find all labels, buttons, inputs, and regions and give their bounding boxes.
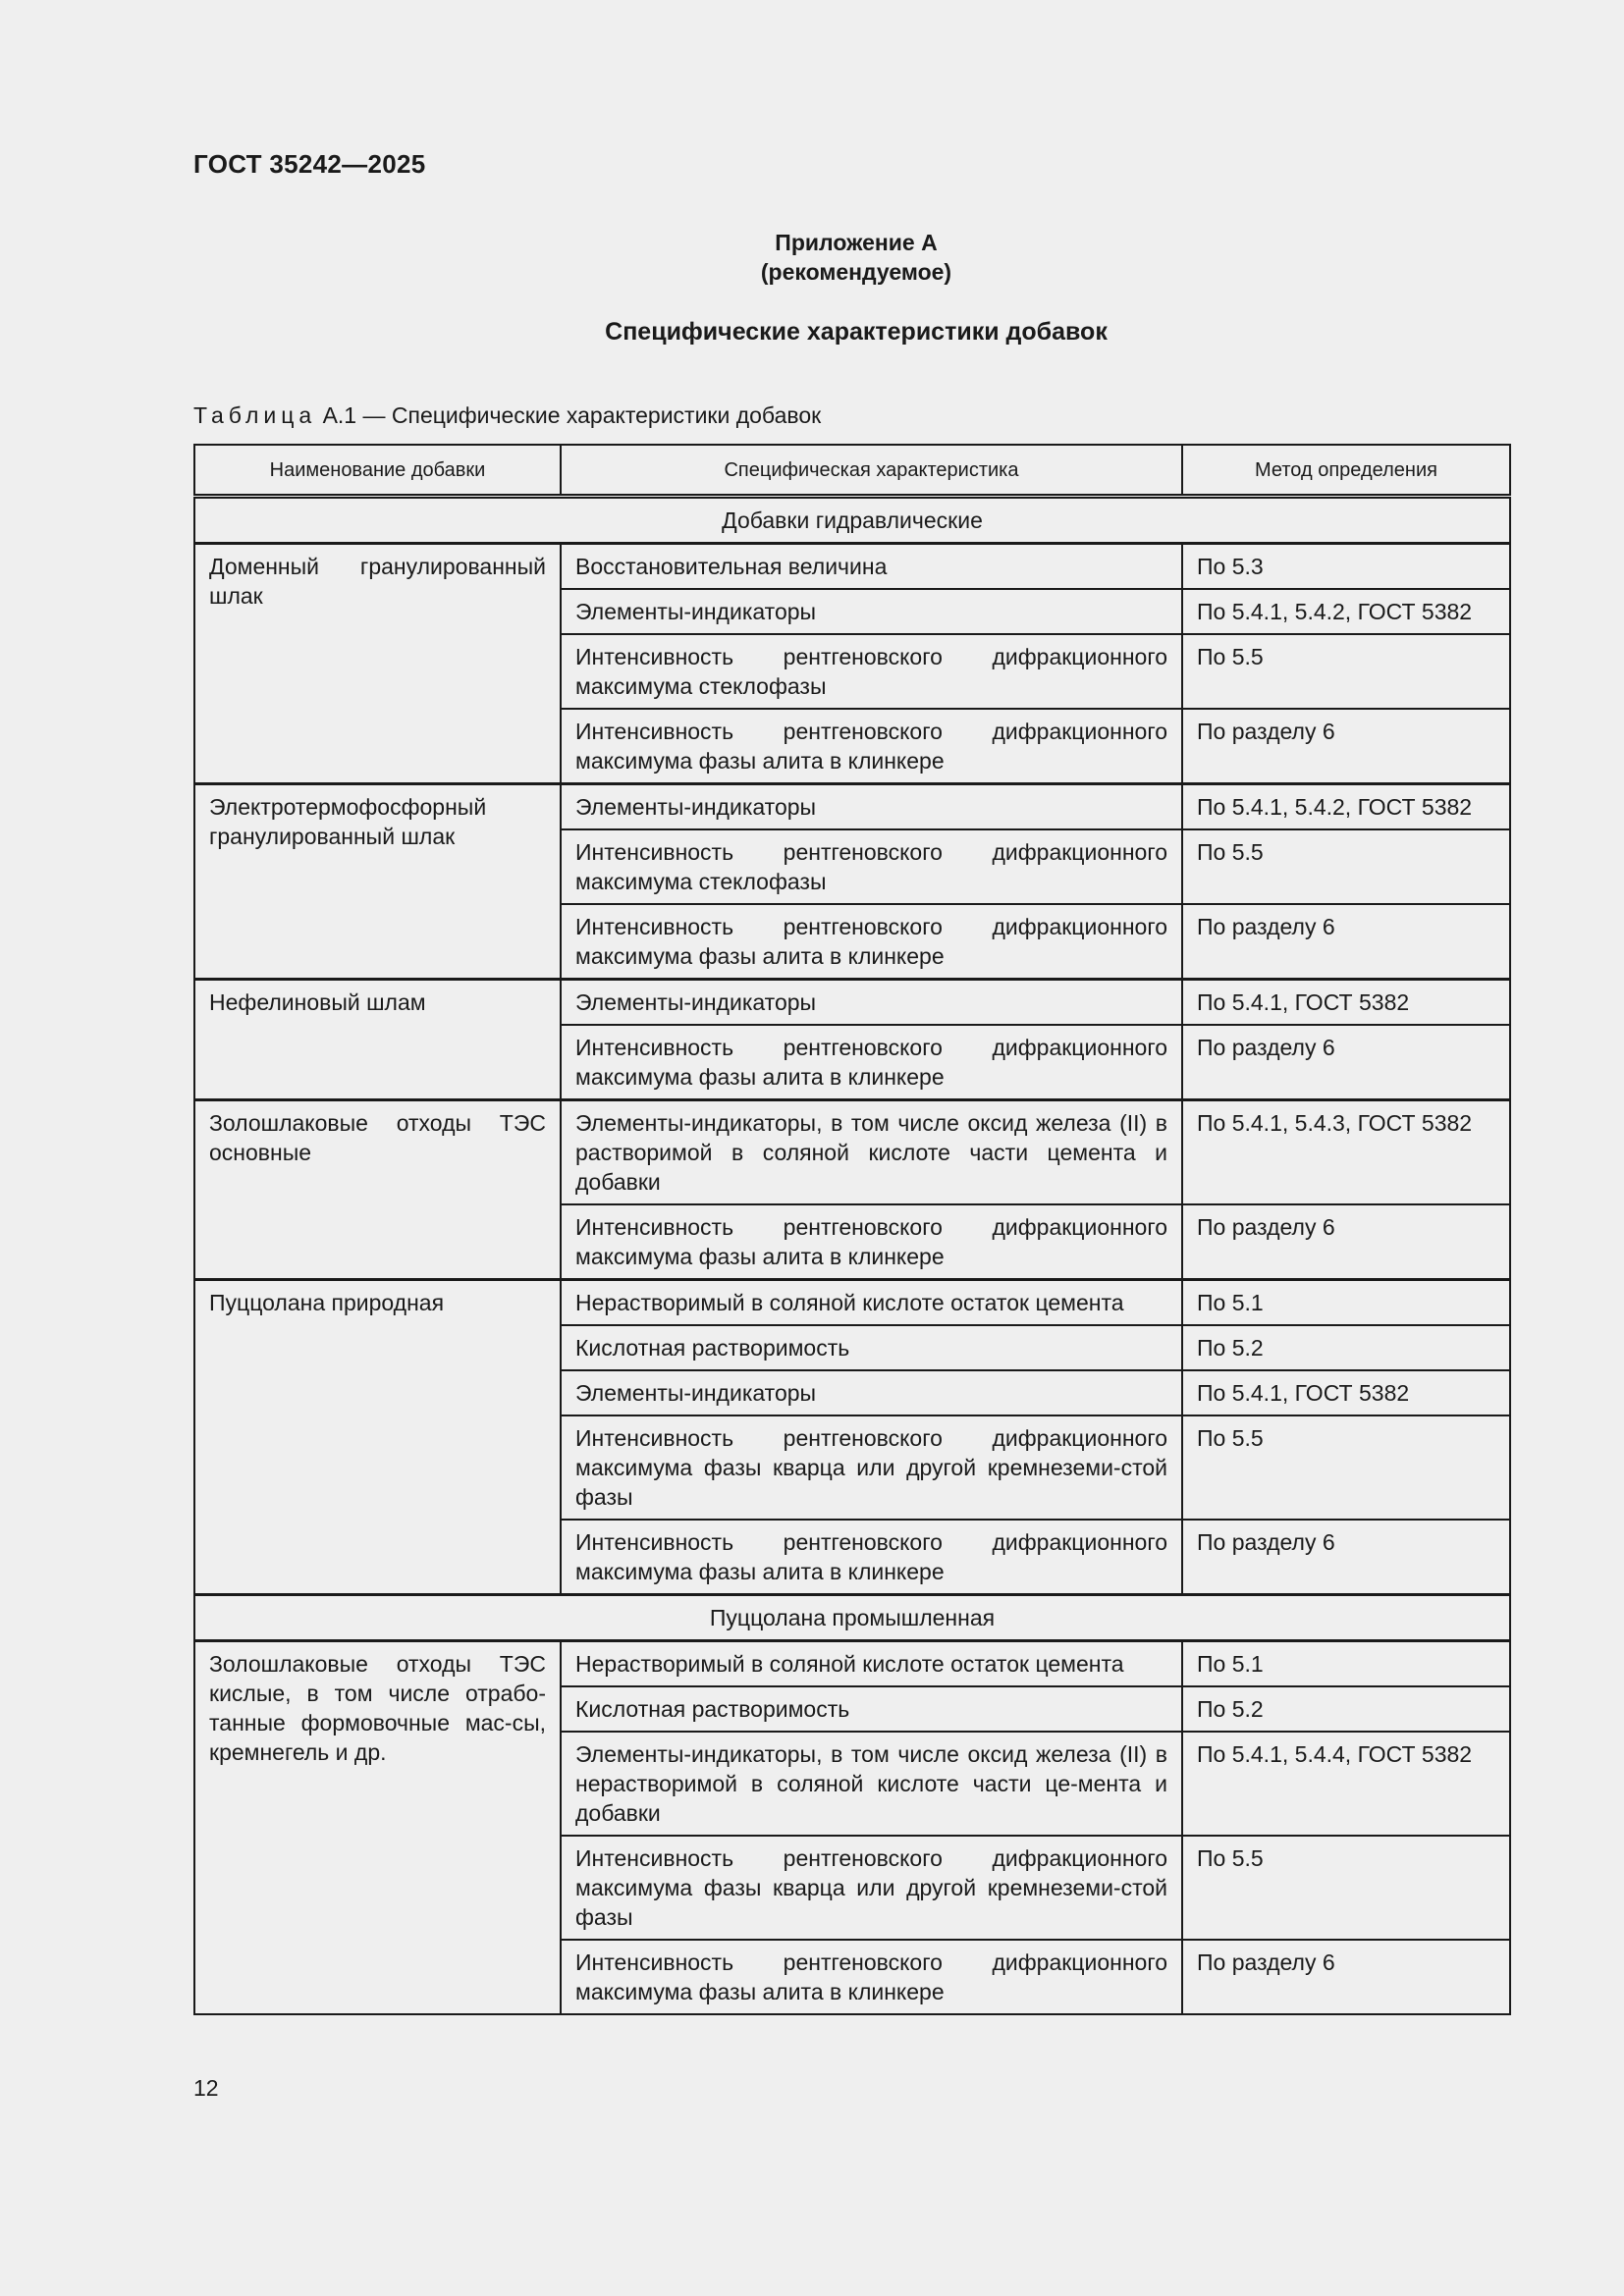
- group-label: Пуццолана промышленная: [194, 1595, 1510, 1641]
- method-cell: По разделу 6: [1182, 1940, 1510, 2014]
- method-cell: По 5.4.1, 5.4.3, ГОСТ 5382: [1182, 1100, 1510, 1205]
- group-row: [194, 1595, 1510, 1641]
- method-cell: По 5.5: [1182, 829, 1510, 904]
- document-code: ГОСТ 35242—2025: [193, 149, 426, 179]
- additive-name: Золошлаковые отходы ТЭС кислые, в том числе отрабо-танные формовочные мас-сы, кремнегель и др.: [194, 1641, 561, 2015]
- additive-name: Золошлаковые отходы ТЭС основные: [194, 1100, 561, 1280]
- table-caption-prefix: Таблица: [193, 402, 317, 428]
- table-row: [194, 980, 1510, 1026]
- section-title-text: Специфические характеристики добавок: [605, 318, 1108, 346]
- table-row: [194, 1641, 1510, 1687]
- method-cell: По 5.5: [1182, 634, 1510, 709]
- table-caption: [193, 402, 821, 429]
- group-row: [194, 497, 1510, 544]
- method-cell: По разделу 6: [1182, 1520, 1510, 1595]
- table-row: [194, 1100, 1510, 1205]
- method-cell: По 5.2: [1182, 1325, 1510, 1370]
- method-cell: По 5.4.1, ГОСТ 5382: [1182, 980, 1510, 1026]
- method-cell: По 5.1: [1182, 1641, 1510, 1687]
- characteristic-cell: Элементы-индикаторы: [561, 1370, 1182, 1415]
- column-header: Наименование добавки: [194, 445, 561, 497]
- section-title: [0, 318, 1624, 347]
- characteristic-cell: Нерастворимый в соляной кислоте остаток цемента: [561, 1641, 1182, 1687]
- method-cell: По 5.4.1, 5.4.2, ГОСТ 5382: [1182, 784, 1510, 830]
- characteristic-cell: Кислотная растворимость: [561, 1686, 1182, 1732]
- additive-name: Доменный гранулированный шлак: [194, 544, 561, 784]
- characteristic-cell: Интенсивность рентгеновского дифракционного максимума фазы алита в клинкере: [561, 1940, 1182, 2014]
- characteristic-cell: Интенсивность рентгеновского дифракционного максимума фазы алита в клинкере: [561, 1520, 1182, 1595]
- characteristic-cell: Интенсивность рентгеновского дифракционного максимума стеклофазы: [561, 634, 1182, 709]
- method-cell: По 5.4.1, 5.4.4, ГОСТ 5382: [1182, 1732, 1510, 1836]
- page-number: 12: [193, 2075, 219, 2101]
- characteristic-cell: Элементы-индикаторы: [561, 980, 1182, 1026]
- table-caption-text: А.1 — Специфические характеристики добавок: [316, 402, 822, 428]
- annex-heading: [0, 228, 1624, 287]
- additive-name: Пуццолана природная: [194, 1280, 561, 1595]
- table-header-row: [194, 445, 1510, 497]
- characteristic-cell: Кислотная растворимость: [561, 1325, 1182, 1370]
- annex-status: (рекомендуемое): [760, 259, 952, 285]
- method-cell: По 5.5: [1182, 1836, 1510, 1940]
- characteristic-cell: Нерастворимый в соляной кислоте остаток цемента: [561, 1280, 1182, 1326]
- method-cell: По 5.4.1, 5.4.2, ГОСТ 5382: [1182, 589, 1510, 634]
- method-cell: По 5.2: [1182, 1686, 1510, 1732]
- characteristics-table: [193, 444, 1511, 2015]
- characteristic-cell: Элементы-индикаторы, в том числе оксид железа (II) в нерастворимой в соляной кислоте части це-мента и добавки: [561, 1732, 1182, 1836]
- table-row: [194, 544, 1510, 590]
- method-cell: По 5.4.1, ГОСТ 5382: [1182, 1370, 1510, 1415]
- characteristic-cell: Интенсивность рентгеновского дифракционного максимума фазы алита в клинкере: [561, 1204, 1182, 1280]
- characteristic-cell: Интенсивность рентгеновского дифракционного максимума стеклофазы: [561, 829, 1182, 904]
- characteristic-cell: Восстановительная величина: [561, 544, 1182, 590]
- method-cell: По 5.3: [1182, 544, 1510, 590]
- characteristic-cell: Интенсивность рентгеновского дифракционного максимума фазы кварца или другой кремнеземи-стой фазы: [561, 1836, 1182, 1940]
- characteristic-cell: Интенсивность рентгеновского дифракционного максимума фазы алита в клинкере: [561, 904, 1182, 980]
- characteristic-cell: Элементы-индикаторы, в том числе оксид железа (II) в растворимой в соляной кислоте части цемента и добавки: [561, 1100, 1182, 1205]
- method-cell: По 5.1: [1182, 1280, 1510, 1326]
- table-row: [194, 1280, 1510, 1326]
- characteristic-cell: Интенсивность рентгеновского дифракционного максимума фазы алита в клинкере: [561, 709, 1182, 784]
- method-cell: По разделу 6: [1182, 1204, 1510, 1280]
- characteristic-cell: Интенсивность рентгеновского дифракционного максимума фазы кварца или другой кремнеземи-стой фазы: [561, 1415, 1182, 1520]
- additive-name: Нефелиновый шлам: [194, 980, 561, 1100]
- additive-name: Электротермофосфорный гранулированный шлак: [194, 784, 561, 980]
- annex-title: Приложение А: [775, 230, 938, 255]
- method-cell: По разделу 6: [1182, 1025, 1510, 1100]
- characteristic-cell: Элементы-индикаторы: [561, 589, 1182, 634]
- method-cell: По разделу 6: [1182, 904, 1510, 980]
- characteristic-cell: Элементы-индикаторы: [561, 784, 1182, 830]
- group-label: Добавки гидравлические: [194, 497, 1510, 544]
- table-row: [194, 784, 1510, 830]
- column-header: Специфическая характеристика: [561, 445, 1182, 497]
- method-cell: По разделу 6: [1182, 709, 1510, 784]
- column-header: Метод определения: [1182, 445, 1510, 497]
- method-cell: По 5.5: [1182, 1415, 1510, 1520]
- characteristic-cell: Интенсивность рентгеновского дифракционного максимума фазы алита в клинкере: [561, 1025, 1182, 1100]
